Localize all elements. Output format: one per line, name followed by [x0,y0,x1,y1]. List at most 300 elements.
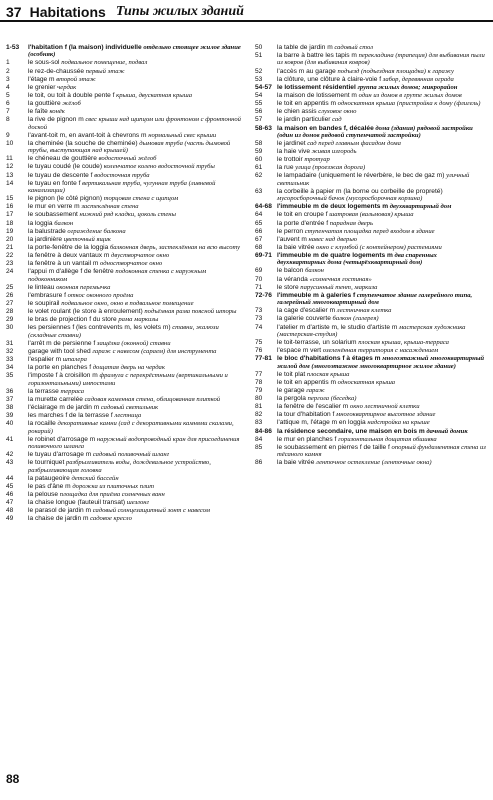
dictionary-entry [6,108,244,115]
entry-french-term: la rocaille [28,420,56,428]
entry-number: 73 [255,307,263,315]
dictionary-entry [255,84,487,91]
entry-number: 31 [6,339,14,347]
entry-russian-translation: отдельно стоящее жилое здание (особняк) [28,44,241,59]
entry-french-term: la maison en bandes f, décalée [277,124,374,132]
entry-number: 60 [255,156,263,164]
dictionary-entry [6,92,244,99]
entry-number: 25 [6,283,14,291]
dictionary-entry [6,491,244,498]
entry-french-term: l'immeuble m de deux logements m [277,203,389,211]
entry-russian-translation: забор, деревянная ограда [382,75,454,83]
entry-french-term: la chaise de jardin m [28,515,89,523]
dictionary-entry [6,163,244,170]
dictionary-entry [255,156,487,163]
entry-russian-translation: декоративные камни (сад с декоративными камнями скалами, рокарий) [28,420,234,435]
entry-russian-translation: двустворчатое окно [111,252,170,260]
entry-number: 7 [6,108,10,116]
entry-number: 29 [6,316,14,324]
entry-number: 51 [255,52,263,60]
entry-french-term: la rue [277,164,294,172]
entry-russian-translation: ограждение балкона [67,227,126,235]
dictionary-entry [6,436,244,451]
entry-french-term: le garage [277,386,305,394]
entry-french-term: l'imposte f à croisillon m [28,372,98,380]
entry-russian-translation: рама маркизы [118,316,159,324]
dictionary-entry [255,164,487,171]
dictionary-entry [255,315,487,322]
entry-number: 45 [6,482,14,490]
entry-number: 63 [255,187,263,195]
entry-russian-translation: плоская крыша, крыша-терраса [358,338,449,346]
dictionary-entry [6,396,244,403]
entry-french-term: l'habitation f (la maison) individuelle [28,44,142,51]
dictionary-entry [255,252,487,267]
entry-french-term: le chéneau de gouttière [28,155,97,163]
dictionary-entry [6,244,244,251]
entry-french-term: la tour d'habitation f [277,411,335,419]
entry-french-term: la table de jardin m [277,44,333,51]
entry-number: 70 [255,275,263,283]
entry-number: 47 [6,499,14,507]
entry-russian-translation: ступенчатая площадка перед входом в здание [304,227,435,235]
entry-number: 62 [255,172,263,180]
entry-russian-translation: горизонтальная дощатая обшивка [338,435,437,443]
entry-number: 9 [6,131,10,139]
dictionary-entry [255,100,487,107]
dictionary-entry [6,475,244,482]
right-column [255,44,487,467]
entry-russian-translation: защёлка (оконной) ставни [96,339,171,347]
dictionary-entry [255,403,487,410]
dictionary-entry [6,84,244,91]
entry-russian-translation: многоквартирное высотное здание [336,411,436,419]
dictionary-entry [255,52,487,67]
dictionary-entry [255,68,487,75]
dictionary-entry [255,324,487,339]
entry-russian-translation: садовое кресло [90,515,132,523]
dictionary-entry [6,203,244,210]
entry-number: 11 [6,155,13,163]
dictionary-entry [6,356,244,363]
entry-russian-translation: свес крыши над щипцом или фронтоном с фронтонной доской [28,116,241,131]
entry-french-term: l'atelier m d'artiste m, le studio d'artiste m [277,323,398,331]
entry-russian-translation: опорный фундаментная стена из тёсаного камня [277,443,486,459]
dictionary-entry [6,260,244,267]
entry-number: 36 [6,387,14,395]
entry-french-term: le tuyau en fonte f [28,179,81,187]
entry-russian-translation: второй этаж [56,75,96,83]
entry-french-term: la corbeille à papier m (la borne ou corbeille de propreté) [277,187,443,195]
entry-french-term: le toit plat [277,370,306,378]
dictionary-entry [6,252,244,259]
entry-number: 23 [6,260,14,268]
entry-french-term: l'étage m [28,75,55,83]
entry-french-term: le jardinet [277,139,306,147]
chapter-title-french: Habitations [29,4,106,20]
dictionary-entry [255,436,487,443]
entry-french-term: le soubassement [28,211,78,219]
dictionary-entry [255,125,487,140]
entry-russian-translation: «солнечная гостиная» [309,275,372,283]
entry-russian-translation: навес над дверью [308,235,357,243]
entry-russian-translation: нижний ряд кладки, цоколь стены [79,211,176,219]
entry-russian-translation: ставни, жалюзи (складные ставни) [28,324,219,339]
entry-french-term: le sous-sol [28,59,60,67]
entry-number: 22 [6,252,14,260]
dictionary-entry [6,180,244,195]
entry-russian-translation: дома (здания) рядовой застройки (один из домов рядовой ступенчатой застройки) [277,124,473,139]
dictionary-entry [6,316,244,323]
entry-number: 71 [255,283,263,291]
dictionary-entry [6,59,244,66]
entry-number: 50 [255,44,263,51]
entry-russian-translation: уличный светильник [277,172,470,187]
entry-number: 73 [255,315,263,323]
entry-number: 43 [6,459,14,467]
dictionary-entry [255,220,487,227]
entry-french-term: la cage d'escalier m [277,307,336,315]
dictionary-entry [6,236,244,243]
dictionary-entry [6,451,244,458]
dictionary-entry [6,68,244,75]
dictionary-entry [6,268,244,283]
dictionary-entry [255,236,487,243]
dictionary-entry [6,76,244,83]
dictionary-entry [255,459,487,466]
dictionary-entry [6,211,244,218]
entry-number: 83 [255,419,263,427]
entry-russian-translation: гараж [306,386,325,394]
entry-number: 78 [255,378,263,386]
entry-russian-translation: шпалера [62,356,87,364]
entry-russian-translation: первый этаж [85,67,125,75]
entry-french-term: l'espalier m [28,356,62,364]
entry-russian-translation: мастерская художника (мастерская-студия) [277,323,466,338]
entry-number: 79 [255,386,263,394]
dictionary-entry [6,308,244,315]
entry-russian-translation: садовый солнцезащитный зонт с навесом [92,507,210,515]
entry-french-term: le pignon (le côté pignon) [28,195,103,203]
entry-russian-translation: односкатная крыша [337,378,396,386]
entry-russian-translation: парадная дверь [329,219,374,227]
entry-number: 84 [255,435,263,443]
entry-russian-translation: тротуар [304,156,330,164]
entry-french-term: la gouttière [28,100,61,108]
entry-russian-translation: застеклённая стена [81,203,139,211]
entry-number: 58-63 [255,124,272,132]
dictionary-entry [6,116,244,131]
entry-french-term: le toit en appentis m [277,100,337,108]
entry-french-term: le parasol de jardin m [28,507,92,515]
entry-russian-translation: балкон [54,219,74,227]
entry-russian-translation: лестница [114,412,142,420]
entry-number: 12 [6,163,14,171]
dictionary-entry [255,44,487,51]
entry-russian-translation: балкон (галерея) [332,315,379,323]
entry-french-term: le faîte [28,108,48,116]
entry-russian-translation: окно лестничной клетки [349,403,420,411]
entry-french-term: le tuyau de descente f [28,171,93,179]
entry-french-term: le perron [277,227,304,235]
entry-number: 77-81 [255,355,272,363]
page-header [0,0,493,22]
entry-russian-translation: балконная дверь, застеклённая на всю высоту [109,243,241,251]
dictionary-entry [255,116,487,123]
dictionary-entry [255,355,487,370]
entry-number: 18 [6,219,14,227]
entry-russian-translation: садовый светильник [100,404,159,412]
entry-french-term: la loggia [28,219,53,227]
entry-french-term: le rez-de-chaussée [28,67,85,75]
entry-number: 64-68 [255,203,272,211]
entry-number: 15 [6,195,14,203]
entry-french-term: le store [277,283,299,291]
dictionary-entry [6,348,244,355]
dictionary-entry [255,211,487,218]
entry-french-term: l'immeuble m de quatre logements m [277,252,393,260]
dictionary-entry [255,379,487,386]
dictionary-entry [6,372,244,387]
entry-russian-translation: дощатая дверь на чердак [92,364,165,372]
entry-russian-translation: пергола (беседка) [307,395,357,403]
entry-french-term: l'auvent m [277,235,307,243]
entry-number: 33 [6,356,14,364]
dictionary-entry [6,284,244,291]
entry-number: 38 [6,404,14,412]
entry-russian-translation: перекладина (трапеция) для выбивания пыли из ковров (для выбивания ковров) [277,52,485,67]
entry-number: 56 [255,108,263,116]
dictionary-entry [6,100,244,107]
entry-russian-translation: дорожка из плиточных плит [72,482,154,490]
dictionary-entry [255,244,487,251]
entry-russian-translation: откос оконного проёма [67,291,134,299]
entry-russian-translation: озеленённая территория с насаждением [322,347,439,355]
entry-russian-translation: водосточная труба [94,171,150,179]
dictionary-entry [6,388,244,395]
entry-french-term: l'attique m, l'étage m en loggia [277,419,366,427]
dictionary-entry [255,228,487,235]
entry-french-term: l'éclairage m de jardin m [28,404,100,412]
entry-number: 30 [6,324,14,332]
chapter-title-russian: Типы жилых зданий [115,4,244,19]
entry-russian-translation: площадка для приёма солнечных ванн [59,490,165,498]
entry-number: 14 [6,179,14,187]
entry-number: 21 [6,243,14,251]
entry-french-term: l'accès m au garage [277,67,336,75]
entry-number: 5 [6,91,10,99]
entry-russian-translation: садовая каменная стена, облицованная плиткой [84,395,221,403]
entry-number: 46 [6,490,14,498]
entry-french-term: la cheminée (la souche de cheminée) [28,139,138,147]
entry-number: 10 [6,139,14,147]
entry-russian-translation: разбрызгиватель воды, дождевальное устройство, разбрызгивающая головка [28,459,211,474]
entry-russian-translation: крыша, двускатная крыша [116,91,193,99]
entry-french-term: la jardinière [28,235,63,243]
dictionary-entry [255,411,487,418]
entry-french-term: garage with tool shed [28,348,91,355]
entry-french-term: l'immeuble m à galeries f [277,291,356,299]
dictionary-entry [255,140,487,147]
entry-russian-translation: лестничная клетка [336,307,392,315]
entry-french-term: la murette carrelée [28,395,83,403]
entry-russian-translation: дымовая труба (часть дымовой трубы, выступающая над крышей) [28,139,231,155]
dictionary-entry [255,92,487,99]
entry-french-term: l'avant-toit m, en avant-toit à chevrons m [28,131,147,139]
entry-number: 61 [255,164,263,172]
dictionary-entry [255,203,487,210]
entry-french-term: le toit-terrasse, un solarium [277,338,357,346]
entry-french-term: la fenêtre à un vantail m [28,260,99,268]
entry-russian-translation: один из домов в группе жилых домов [358,91,462,99]
entry-french-term: la pergola [277,395,306,403]
dictionary-entry [255,172,487,187]
entry-french-term: l'arrêt m de persienne f [28,339,96,347]
dictionary-entry [255,371,487,378]
dictionary-entry [255,284,487,291]
entry-russian-translation: вертикальная труба, чугунная труба (ливневой канализации) [28,179,216,194]
entry-number: 32 [6,348,14,355]
entry-russian-translation: детский бассейн [71,474,119,482]
entry-number: 39 [6,412,14,420]
entry-french-term: le toit, ou toit à double pente f [28,91,115,99]
dictionary-entry [255,395,487,402]
entry-number: 4 [6,83,10,91]
entry-russian-translation: балкон [305,267,324,275]
entry-number: 81 [255,403,263,411]
entry-russian-translation: надстройка на крыше [367,419,430,427]
entry-french-term: la pelouse [28,490,59,498]
entry-russian-translation: одностворчатое окно [100,260,163,268]
entry-russian-translation: парусинный тент, маркиза [300,283,378,291]
dictionary-entry [255,276,487,283]
entry-french-term: la galerie couverte [277,315,331,323]
entry-french-term: les persiennes f (les contrevents m, les volets m) [28,324,171,332]
entry-russian-translation: нормальный свес крыши [148,131,217,139]
entry-russian-translation: оконная перемычка [56,283,111,291]
entry-number: 44 [6,474,14,482]
dictionary-entry [6,499,244,506]
dictionary-entry [6,292,244,299]
entry-number: 16 [6,203,14,211]
entry-russian-translation: жёлоб [62,100,81,108]
entry-french-term: le pas d'âne m [28,482,71,490]
entry-french-term: la véranda [277,275,308,283]
entry-russian-translation: многоэтажный многоквартирный жилой дом (многоэтажное многоквартирное жилое здание) [277,355,485,370]
entry-russian-translation: живая изгородь [311,148,357,156]
dictionary-entry [6,228,244,235]
entry-french-term: le toit en croupe f [277,211,328,219]
entry-number: 77 [255,370,263,378]
entry-russian-translation: мусоросборочный бачок (мусоросборочная корзина) [277,195,423,203]
entry-french-term: le robinet d'arrosage m [28,435,96,443]
dictionary-entry [6,412,244,419]
dictionary-entry [255,387,487,394]
dictionary-entry [255,428,487,435]
entry-russian-translation: фрамуга с перекрёстными (вертикальными и горизонтальными) импостами [28,372,228,387]
entry-french-term: la chaise longue (fauteuil transat) [28,499,126,507]
dictionary-entry [6,132,244,139]
entry-french-term: la fenêtre à deux vantaux m [28,252,110,260]
entry-number: 26 [6,291,14,299]
entry-french-term: le grenier [28,83,56,91]
entry-number: 53 [255,75,263,83]
entry-number: 40 [6,420,14,428]
entry-russian-translation: гараж с навесом (сараем) для инструмента [92,348,217,355]
entry-russian-translation: торцовая стена с щипцом [103,195,179,203]
dictionary-entry [255,307,487,314]
entry-number: 3 [6,75,10,83]
dictionary-entry [6,155,244,162]
entry-number: 67 [255,235,263,243]
entry-russian-translation: группа жилых домов; микрорайон [357,83,458,91]
dictionary-entry [255,188,487,203]
left-column [6,44,244,524]
entry-french-term: l'espace m vert [277,347,322,355]
entry-number: 54 [255,91,263,99]
entry-french-term: la pataugeoire [28,474,70,482]
entry-number: 59 [255,148,263,156]
entry-russian-translation: ленточное остекление (ленточные окна) [316,459,432,467]
dictionary-entry [6,44,244,59]
entry-number: 76 [255,347,263,355]
entry-russian-translation: садовый поливочный шланг [92,451,170,459]
entry-russian-translation: дачный домик [426,427,468,435]
entry-russian-translation: подъезд (подъездная площадка) к гаражу [337,67,454,75]
entry-number: 24 [6,268,14,276]
entry-number: 64 [255,211,263,219]
entry-french-term: la fenêtre de l'escalier m [277,403,349,411]
entry-number: 42 [6,451,14,459]
entry-russian-translation: конёк [49,108,65,116]
entry-french-term: la haie vive [277,148,310,156]
entry-french-term: l'embrasure f [28,291,66,299]
entry-french-term: la clôture, une clôture à claire-voie f [277,75,382,83]
dictionary-entry [6,220,244,227]
dictionary-entry [255,347,487,354]
dictionary-entry [6,420,244,435]
entry-russian-translation: двухквартирный дом [389,203,452,211]
entry-number: 13 [6,171,14,179]
dictionary-entry [6,459,244,474]
entry-russian-translation: окно с клумбой (с контейнером) растениями [316,243,442,251]
dictionary-entry [6,195,244,202]
dictionary-entry [255,267,487,274]
entry-russian-translation: чердак [57,83,77,91]
entry-russian-translation: наружный водопроводный кран для присоединения поливочного шланга [28,435,240,451]
entry-french-term: le jardin particulier [277,116,331,124]
entry-russian-translation: сад [332,116,342,124]
entry-french-term: la baie vitrée [277,243,315,251]
dictionary-entry [6,507,244,514]
entry-number: 75 [255,338,263,346]
dictionary-entry [255,419,487,426]
entry-russian-translation: подоконная стенка с наружным подоконником [28,268,207,283]
entry-number: 69 [255,267,263,275]
entry-french-term: le mur en verre m [28,203,80,211]
entry-number: 84-86 [255,427,272,435]
entry-number: 72-76 [255,291,272,299]
entry-number: 2 [6,67,10,75]
entry-russian-translation: плоская крыша [306,370,350,378]
entry-russian-translation: два спаренных двухквартирных дома (четырёхквартирный дом) [277,252,437,267]
entry-number: 48 [6,507,14,515]
entry-number: 37 [6,395,14,403]
entry-number: 68 [255,243,263,251]
entry-french-term: le bras de projection f du store [28,316,117,324]
entry-russian-translation: слуховое окно [318,108,357,116]
dictionary-entry [255,148,487,155]
